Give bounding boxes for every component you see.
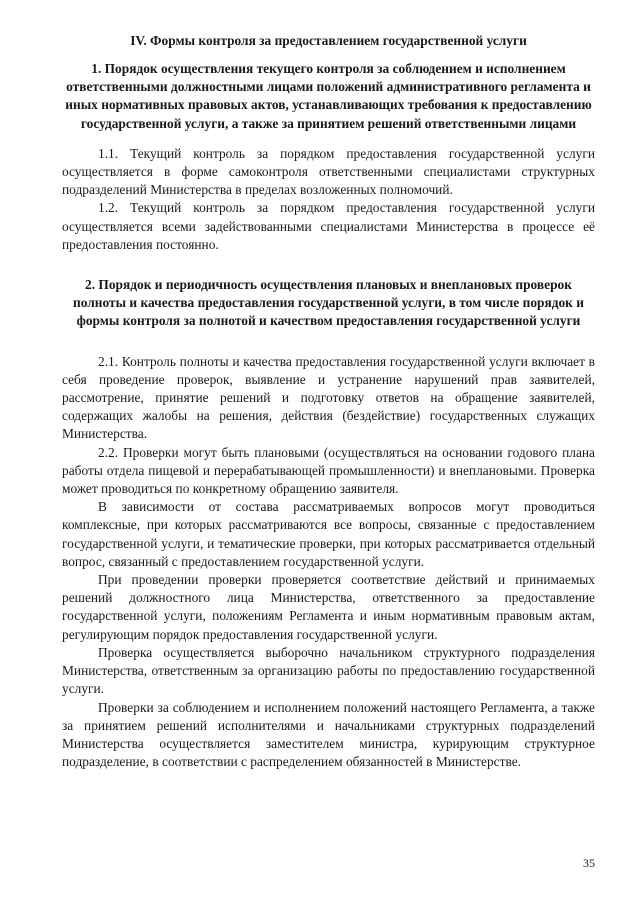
section-2-title: 2. Порядок и периодичность осуществления плановых и внеплановых проверок полноты и качества предоставления государственной услуги, в том числе порядок и формы контроля за полнотой и качеством предоставления государственной услуги <box>73 277 584 329</box>
section-2-paragraph-4: При проведении проверки проверяется соответствие действий и принимаемых решений должностного лица Министерства, ответственного за предоставление государственной услуги, положениям Регламента и иным нормативным правовым актам, регулирующим порядок предоставления государственной услуги. <box>62 572 595 642</box>
section-2-paragraph-2: 2.2. Проверки могут быть плановыми (осуществляться на основании годового плана работы отдела пищевой и перерабатывающей промышленности) и внеплановыми. Проверка может проводиться по конкретному обращению заявителя. <box>62 444 595 497</box>
chapter-title: IV. Формы контроля за предоставлением государственной услуги <box>130 33 527 48</box>
section-2-paragraph-6: Проверки за соблюдением и исполнением положений настоящего Регламента, а также за принятием решений исполнителями и начальниками структурных подразделений Министерства осуществляется заместителем министра, курирующим структурное подразделение, в соответствии с распределением обязанностей в Министерстве. <box>62 699 595 770</box>
section-2-paragraph-1: 2.1. Контроль полноты и качества предоставления государственной услуги включает в себя проведение проверок, выявление и устранение нарушений прав заявителей, рассмотрение, принятие решений и подготовку ответов на обращение заявителей, содержащих жалобы на решения, действия (бездействие) государственных служащих Министерства. <box>62 353 595 442</box>
section-1-title: 1. Порядок осуществления текущего контроля за соблюдением и исполнением ответственными должностными лицами положений административного регламента и иных нормативных правовых актов, устанавливающих требования к предоставлению государственной услуги, а также за принятием решений ответственными лицами <box>65 61 592 131</box>
section-1-paragraph-1: 1.1. Текущий контроль за порядком предоставления государственной услуги осуществляется в форме самоконтроля ответственными специалистами структурных подразделений Министерства в пределах возложенных полномочий. <box>62 145 595 198</box>
section-2-paragraph-5: Проверка осуществляется выборочно начальником структурного подразделения Министерства, ответственным за организацию работы по предоставлению государственной услуги. <box>62 644 595 697</box>
section-2-paragraph-3: В зависимости от состава рассматриваемых вопросов могут проводиться комплексные, при которых рассматриваются все вопросы, связанные с предоставлением государственной услуги, и тематические проверки, при которых рассматривается отдельный вопрос, связанный с предоставлением государственной услуги. <box>62 499 595 569</box>
page-number: 35 <box>583 856 595 870</box>
document-page <box>62 32 595 771</box>
section-1-paragraph-2: 1.2. Текущий контроль за порядком предоставления государственной услуги осуществляется всеми задействованными специалистами Министерства в процессе её предоставления постоянно. <box>62 200 595 252</box>
